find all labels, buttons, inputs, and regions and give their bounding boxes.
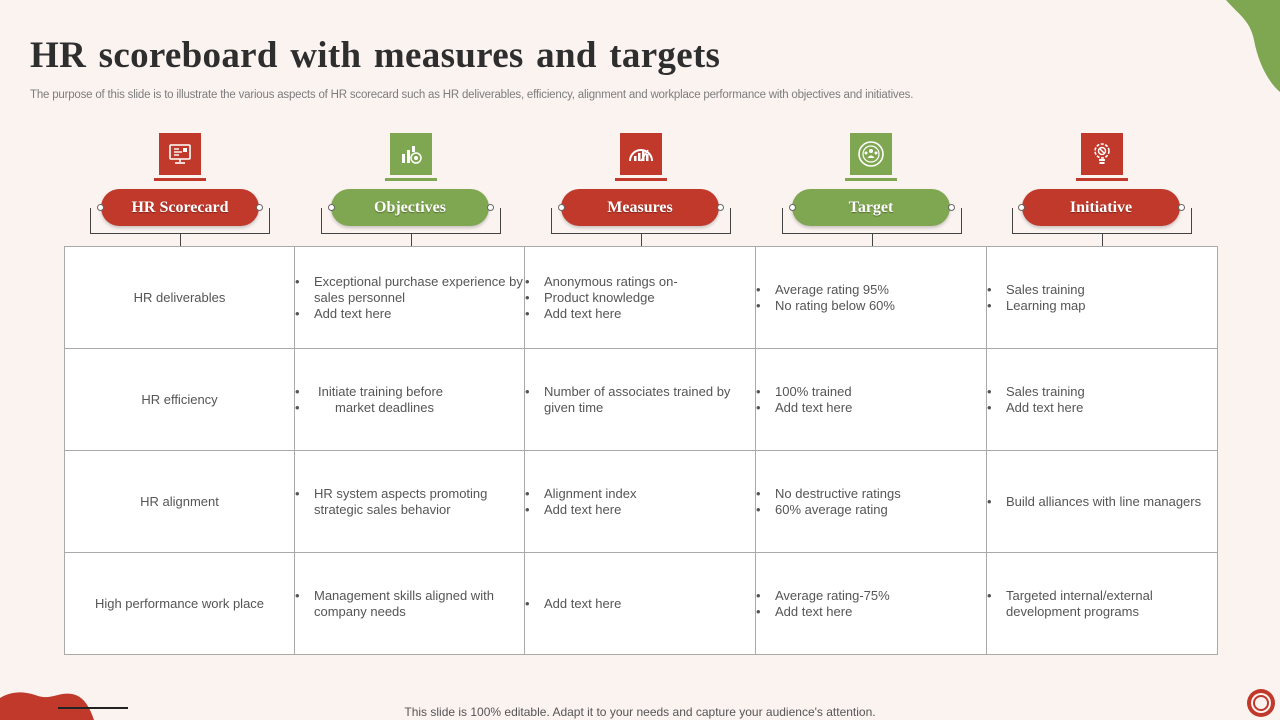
measures-cell (525, 553, 756, 655)
icon-underline (845, 178, 897, 181)
list-item: • Sales training (987, 384, 1217, 400)
list-item: • Targeted internal/external development programs (987, 588, 1217, 620)
bracket-stem (180, 234, 181, 246)
objectives-cell (295, 247, 525, 349)
target-cell (756, 553, 987, 655)
list-item: • Anonymous ratings on- (525, 274, 755, 290)
list-item: • 100% trained (756, 384, 986, 400)
icon-underline (385, 178, 437, 181)
list-item: • Build alliances with line managers (987, 494, 1217, 510)
column-header-objectives: Objectives (331, 189, 489, 226)
row-label: HR deliverables (65, 247, 295, 349)
pill-dot (948, 204, 955, 211)
bar-chart-target-icon (390, 133, 432, 175)
pill-dot (97, 204, 104, 211)
table-row (65, 451, 1218, 553)
pill-dot (256, 204, 263, 211)
initiative-cell (987, 451, 1218, 553)
row-label: HR alignment (65, 451, 295, 553)
list-item: • Initiate training before (295, 384, 524, 400)
pill-dot (717, 204, 724, 211)
list-item: • Number of associates trained by given time (525, 384, 755, 416)
initiative-cell (987, 247, 1218, 349)
column-header-initiative: Initiative (1022, 189, 1180, 226)
initiative-cell (987, 553, 1218, 655)
gear-idea-bulb-icon (1081, 133, 1123, 175)
list-item: • Exceptional purchase experience by sales personnel (295, 274, 524, 306)
list-item: • HR system aspects promoting strategic sales behavior (295, 486, 524, 518)
list-item: • Average rating 95% (756, 282, 986, 298)
icon-underline (1076, 178, 1128, 181)
footer-note: This slide is 100% editable. Adapt it to your needs and capture your audience's attention. (404, 705, 876, 719)
list-item: • Add text here (525, 502, 755, 518)
list-item: • Add text here (756, 604, 986, 620)
target-cell (756, 349, 987, 451)
initiative-cell (987, 349, 1218, 451)
list-item: • Product knowledge (525, 290, 755, 306)
column-header-measures: Measures (561, 189, 719, 226)
bracket-stem (411, 234, 412, 246)
list-item: • Add text here (756, 400, 986, 416)
list-item: • Learning map (987, 298, 1217, 314)
dashboard-monitor-icon (159, 133, 201, 175)
page-title: HR scoreboard with measures and targets (30, 35, 721, 76)
pill-dot (328, 204, 335, 211)
list-item: • No destructive ratings (756, 486, 986, 502)
column-header-hr-scorecard: HR Scorecard (101, 189, 259, 226)
target-cell (756, 451, 987, 553)
icon-underline (615, 178, 667, 181)
list-item: • Sales training (987, 282, 1217, 298)
objectives-cell (295, 349, 525, 451)
list-item: • Add text here (525, 596, 755, 612)
team-target-icon (850, 133, 892, 175)
row-label: HR efficiency (65, 349, 295, 451)
list-item: • No rating below 60% (756, 298, 986, 314)
list-item: • Add text here (295, 306, 524, 322)
table-row (65, 349, 1218, 451)
row-label: High performance work place (65, 553, 295, 655)
list-item: • market deadlines (295, 400, 524, 416)
list-item: • 60% average rating (756, 502, 986, 518)
list-item: • Add text here (987, 400, 1217, 416)
page-subtitle: The purpose of this slide is to illustrate the various aspects of HR scorecard such as HR deliverables, efficiency, alignment and workplace performance with objectives and initiatives. (30, 89, 914, 101)
table-row (65, 247, 1218, 349)
bracket-stem (872, 234, 873, 246)
measures-cell (525, 247, 756, 349)
pill-dot (1178, 204, 1185, 211)
list-item: • Alignment index (525, 486, 755, 502)
bracket-stem (1102, 234, 1103, 246)
table-row (65, 553, 1218, 655)
measures-cell (525, 349, 756, 451)
objectives-cell (295, 553, 525, 655)
list-item: • Add text here (525, 306, 755, 322)
icon-underline (154, 178, 206, 181)
objectives-cell (295, 451, 525, 553)
speedometer-icon (620, 133, 662, 175)
column-header-target: Target (792, 189, 950, 226)
pill-dot (487, 204, 494, 211)
pill-dot (1018, 204, 1025, 211)
scorecard-table (64, 246, 1218, 655)
target-cell (756, 247, 987, 349)
list-item: • Management skills aligned with company needs (295, 588, 524, 620)
pill-dot (558, 204, 565, 211)
corner-decoration-top-right (1210, 0, 1280, 95)
measures-cell (525, 451, 756, 553)
ring-icon (1245, 687, 1277, 719)
pill-dot (789, 204, 796, 211)
bracket-stem (641, 234, 642, 246)
list-item: • Average rating-75% (756, 588, 986, 604)
